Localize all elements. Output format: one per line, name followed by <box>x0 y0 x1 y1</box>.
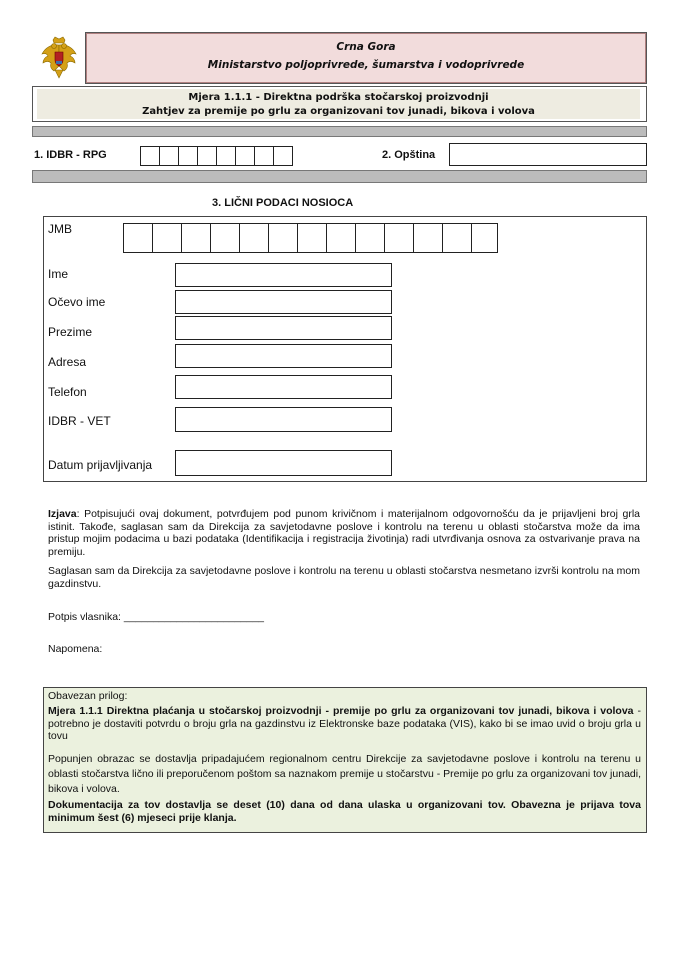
prezime-label: Prezime <box>48 325 93 339</box>
jmb-cell[interactable] <box>384 223 414 253</box>
datum-prijavljivanja-label: Datum prijavljivanja <box>48 458 153 472</box>
jmb-cell[interactable] <box>297 223 327 253</box>
prezime-input[interactable] <box>175 316 392 340</box>
jmb-cell[interactable] <box>123 223 153 253</box>
ime-input[interactable] <box>175 263 392 287</box>
izjava-label: Izjava <box>48 508 77 520</box>
attachment-paragraph-2: Popunjen obrazac se dostavlja pripadajućem regionalnom centru Direkcije za savjetodavne poslove i kontrolu na terenu u oblasti stočarstva lično ili preporučenom poštom sa naznakom premije u stočarstvu - Premije po grlu za organizovani tov junadi, bikova i volova. <box>48 753 641 795</box>
idbr-rpg-label: 1. IDBR - RPG <box>34 149 107 161</box>
adresa-input[interactable] <box>175 344 392 368</box>
datum-prijavljivanja-input[interactable] <box>175 450 392 476</box>
jmb-cell[interactable] <box>413 223 443 253</box>
ocevo-ime-label: Očevo ime <box>48 295 106 309</box>
jmb-cell[interactable] <box>268 223 298 253</box>
jmb-cell[interactable] <box>355 223 385 253</box>
signature-line[interactable]: ________________________ <box>123 611 265 623</box>
signature-row <box>48 611 264 623</box>
jmb-cell[interactable] <box>152 223 182 253</box>
idbr-rpg-cell[interactable] <box>254 146 274 166</box>
country-name: Crna Gora <box>336 41 396 53</box>
section-3-title: 3. LIČNI PODACI NOSIOCA <box>212 197 354 209</box>
attachment-paragraph-1 <box>48 705 641 743</box>
ministry-name: Ministarstvo poljoprivrede, šumarstva i vodoprivrede <box>207 59 525 71</box>
declaration-text <box>48 508 640 558</box>
idbr-rpg-cell[interactable] <box>159 146 179 166</box>
jmb-cell[interactable] <box>181 223 211 253</box>
consent-text: Saglasan sam da Direkcija za savjetodavne poslove i kontrolu na terenu u oblasti stočarstva nesmetano izvrši kontrolu na mom gazdinstvu. <box>48 565 640 590</box>
coat-of-arms-icon <box>39 36 79 80</box>
jmb-cell[interactable] <box>326 223 356 253</box>
idbr-rpg-cell[interactable] <box>197 146 217 166</box>
idbr-rpg-cell[interactable] <box>140 146 160 166</box>
jmb-cell[interactable] <box>239 223 269 253</box>
idbr-vet-label: IDBR - VET <box>48 414 111 428</box>
adresa-label: Adresa <box>48 355 87 369</box>
idbr-rpg-cell[interactable] <box>235 146 255 166</box>
izjava-body: : Potpisujući ovaj dokument, potvrđujem pod punom krivičnom i materijalnom odgovornošću da je prijavljeni broj grla istinit. Takođe, saglasan sam da Direkcija za savjetodavne poslove i kontrolu na terenu u oblasti stočarstva može da ima pristup mojim podacima u bazi podataka (Identifikacija i registracija životinja) radi utvrđivanja osnova za ostvarivanje prava na premiju. <box>48 508 640 558</box>
idbr-vet-input[interactable] <box>175 407 392 432</box>
attachment-p1-text: - potrebno je dostaviti potvrdu o broju grla na gazdinstvu iz Elektronske baze podataka (VIS), kako bi se imao uvid o broju grla u tovu <box>48 705 641 742</box>
logo-cell <box>32 32 86 84</box>
ocevo-ime-input[interactable] <box>175 290 392 314</box>
ministry-title-cell <box>86 33 646 83</box>
idbr-rpg-cell[interactable] <box>178 146 198 166</box>
attachment-paragraph-3: Dokumentacija za tov dostavlja se deset (10) dana od dana ulaska u organizovani tov. Obavezna je prijava tova minimum šest (6) mjeseci prije klanja. <box>48 799 641 824</box>
ime-label: Ime <box>48 267 69 281</box>
jmb-label: JMB <box>48 222 72 236</box>
attachment-title: Obavezan prilog: <box>48 690 128 702</box>
separator-bar <box>32 126 647 137</box>
opstina-input[interactable] <box>449 143 647 166</box>
telefon-input[interactable] <box>175 375 392 399</box>
jmb-cell[interactable] <box>442 223 472 253</box>
measure-line-2: Zahtjev za premije po grlu za organizovani tov junadi, bikova i volova <box>142 106 535 117</box>
measure-line-1: Mjera 1.1.1 - Direktna podrška stočarskoj proizvodnji <box>188 92 489 103</box>
telefon-label: Telefon <box>48 385 87 399</box>
separator-bar-2 <box>32 170 647 183</box>
jmb-cell[interactable] <box>210 223 240 253</box>
jmb-cell[interactable] <box>471 223 498 253</box>
idbr-rpg-cell[interactable] <box>273 146 293 166</box>
note-label: Napomena: <box>48 643 103 655</box>
opstina-label: 2. Opština <box>382 149 436 161</box>
idbr-rpg-cell[interactable] <box>216 146 236 166</box>
signature-label: Potpis vlasnika: <box>48 611 121 623</box>
attachment-p1-bold: Mjera 1.1.1 Direktna plaćanja u stočarskoj proizvodnji - premije po grlu za organizovani tov junadi, bikova i volova <box>48 705 634 717</box>
measure-title <box>37 89 640 119</box>
